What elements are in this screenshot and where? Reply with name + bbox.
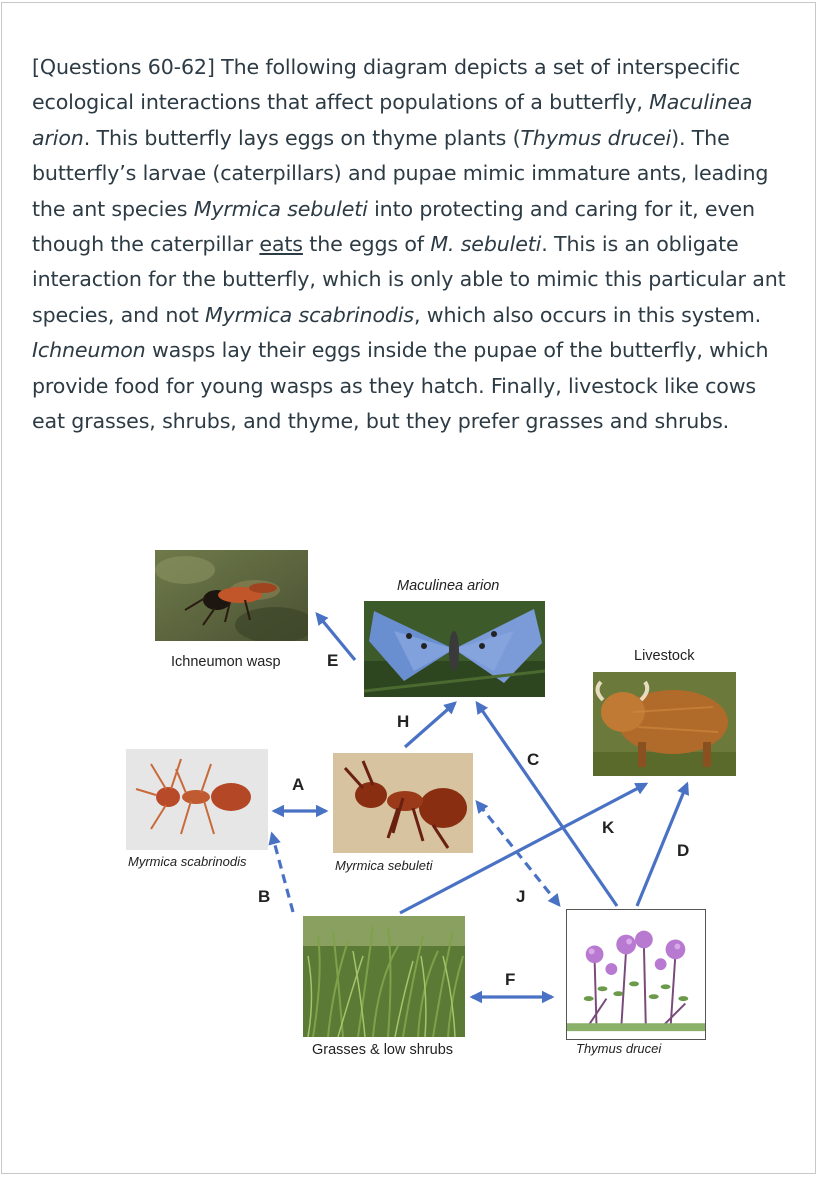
myrmica-sebuleti-photo: [333, 753, 473, 853]
label-maculinea-arion: Maculinea arion: [397, 578, 500, 594]
underlined-word-eats: eats: [259, 232, 303, 257]
arrow-letter-d: D: [677, 841, 690, 860]
arrow-letter-a: A: [292, 775, 305, 794]
question-text-part: . This is an obligate interaction for the butterfly, which is only able to mimic this particular ant species, and not: [32, 232, 786, 327]
arrow-letter-f: F: [505, 970, 516, 989]
arrow-letter-k: K: [602, 818, 615, 837]
myrmica-scabrinodis-photo: [126, 749, 268, 850]
ichneumon-wasp-photo: [155, 550, 308, 641]
label-livestock: Livestock: [634, 648, 695, 664]
arrow-letter-j: J: [516, 887, 526, 906]
arrow-letter-h: H: [397, 712, 410, 731]
question-text-part: into protecting and caring for it, even though the caterpillar: [32, 196, 755, 257]
livestock-photo: [593, 672, 736, 776]
arrow-letter-e: E: [327, 651, 339, 670]
maculinea-arion-photo: [364, 601, 545, 697]
species-name-scabrinodis: Myrmica scabrinodis: [205, 302, 414, 327]
species-name-ichneumon: Ichneumon: [32, 338, 146, 363]
question-text-part: [Questions 60-62] The following diagram depicts a set of interspecific ecological interactions that affect populations of a butterfly,: [32, 55, 741, 115]
question-text: [32, 50, 792, 439]
thymus-drucei-photo: [566, 909, 706, 1040]
label-thymus-drucei: Thymus drucei: [576, 1041, 662, 1056]
question-text-part: , which also occurs in this system.: [413, 302, 762, 327]
label-myrmica-sebuleti: Myrmica sebuleti: [335, 858, 433, 873]
species-name-maculinea: Maculinea arion: [32, 90, 753, 150]
label-grasses-shrubs: Grasses & low shrubs: [312, 1042, 454, 1058]
question-text-part: . This butterfly lays eggs on thyme plants (: [83, 125, 521, 150]
arrow-letter-c: C: [527, 750, 540, 769]
question-text-part: ). The butterfly’s larvae (caterpillars) and pupae mimic immature ants, leading the ant species: [32, 125, 769, 221]
species-name-sebuleti: Myrmica sebuleti: [193, 196, 368, 221]
arrow-letter-b: B: [258, 887, 271, 906]
label-ichneumon-wasp: Ichneumon wasp: [171, 654, 281, 670]
species-name-thymus: Thymus drucei: [520, 125, 672, 150]
species-name-m-sebuleti: M. sebuleti: [430, 232, 542, 257]
question-text-part: wasps lay their eggs inside the pupae of the butterfly, which provide food for young wasps as they hatch. Finally, livestock like cows eat grasses, shrubs, and thyme, but they prefer grasses and shrubs.: [32, 338, 769, 434]
grasses-shrubs-photo: [303, 916, 465, 1037]
label-myrmica-scabrinodis: Myrmica scabrinodis: [128, 854, 247, 869]
question-text-part: the eggs of: [302, 232, 431, 257]
